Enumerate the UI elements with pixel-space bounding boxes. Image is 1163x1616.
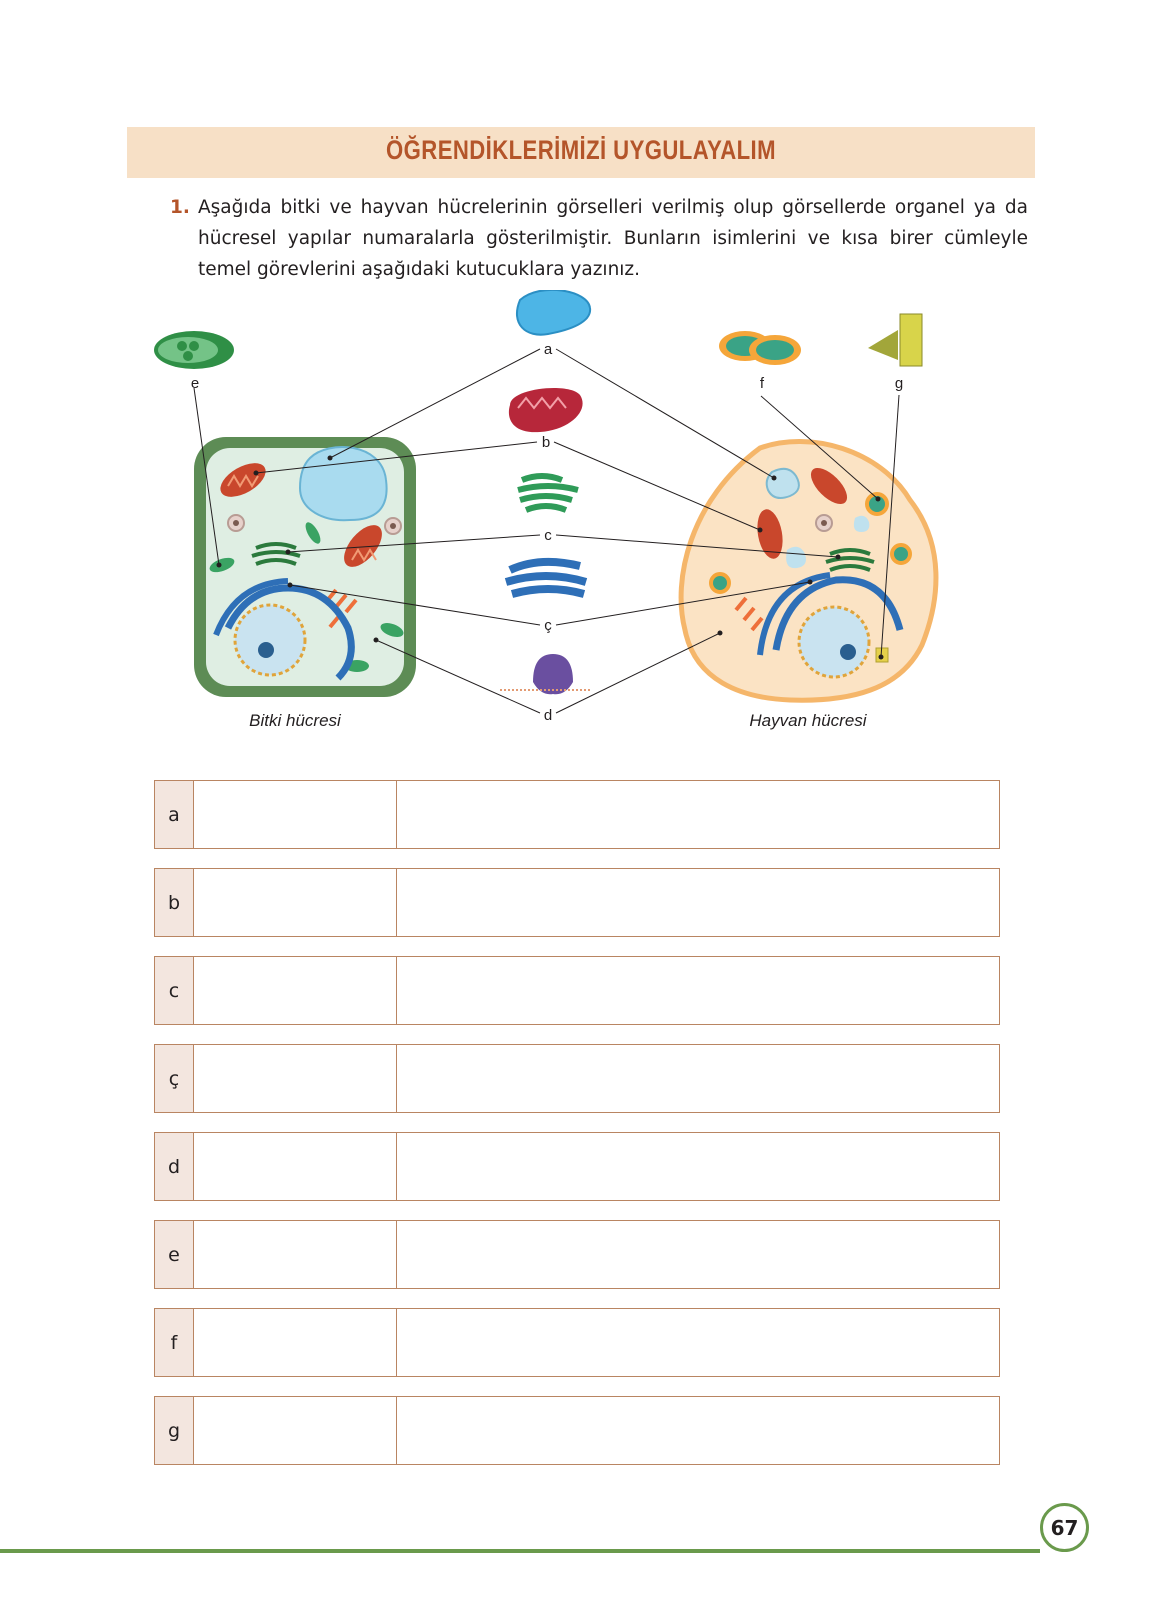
plant-cell — [194, 437, 416, 697]
answer-row-cc — [154, 1044, 1000, 1113]
cell-diagram-svg — [150, 290, 990, 760]
answer-name-field[interactable] — [194, 1221, 397, 1288]
label-b: b — [541, 434, 551, 451]
label-d: d — [543, 707, 553, 724]
answer-name-field[interactable] — [194, 1045, 397, 1112]
answer-name-field[interactable] — [194, 869, 397, 936]
answer-function-field[interactable] — [397, 1133, 999, 1200]
answer-function-field[interactable] — [397, 1045, 999, 1112]
animal-cell — [681, 441, 936, 700]
answer-row-b — [154, 868, 1000, 937]
answer-row-e — [154, 1220, 1000, 1289]
answer-row-f — [154, 1308, 1000, 1377]
answer-function-field[interactable] — [397, 1309, 999, 1376]
answer-function-field[interactable] — [397, 957, 999, 1024]
answer-label: g — [155, 1397, 194, 1464]
answer-function-field[interactable] — [397, 869, 999, 936]
page-number: 67 — [1040, 1503, 1089, 1552]
answer-name-field[interactable] — [194, 1397, 397, 1464]
section-title: ÖĞRENDİKLERİMİZİ UYGULAYALIM — [386, 135, 776, 165]
label-g: g — [894, 375, 904, 392]
answer-label: f — [155, 1309, 194, 1376]
answer-function-field[interactable] — [397, 781, 999, 848]
label-c: c — [544, 527, 552, 544]
answer-row-d — [154, 1132, 1000, 1201]
question-text: Aşağıda bitki ve hayvan hücrelerinin görselleri verilmiş olup görsellerde organel ya da hücresel yapılar numaralarla gösterilmiştir. Bunların isimlerini ve kısa birer cümleyle temel görevlerini aşağıdaki kutucuklara yazınız. — [198, 197, 1028, 280]
answer-function-field[interactable] — [397, 1221, 999, 1288]
animal-cell-caption: Hayvan hücresi — [749, 711, 867, 730]
footer-rule — [0, 1549, 1040, 1553]
answer-name-field[interactable] — [194, 1133, 397, 1200]
question-number: 1. — [170, 197, 190, 218]
label-e: e — [190, 375, 200, 392]
label-cc: ç — [544, 617, 552, 634]
answer-label: e — [155, 1221, 194, 1288]
answer-name-field[interactable] — [194, 1309, 397, 1376]
answer-label: a — [155, 781, 194, 848]
answer-label: d — [155, 1133, 194, 1200]
answer-function-field[interactable] — [397, 1397, 999, 1464]
section-header-band — [127, 127, 1035, 178]
answer-label: ç — [155, 1045, 194, 1112]
cell-diagram — [150, 290, 990, 760]
answer-row-a — [154, 780, 1000, 849]
answer-name-field[interactable] — [194, 957, 397, 1024]
answer-label: c — [155, 957, 194, 1024]
label-f: f — [759, 375, 765, 392]
answer-name-field[interactable] — [194, 781, 397, 848]
answer-row-c — [154, 956, 1000, 1025]
answer-row-g — [154, 1396, 1000, 1465]
plant-cell-caption: Bitki hücresi — [249, 711, 341, 730]
label-a: a — [543, 341, 553, 358]
answer-label: b — [155, 869, 194, 936]
